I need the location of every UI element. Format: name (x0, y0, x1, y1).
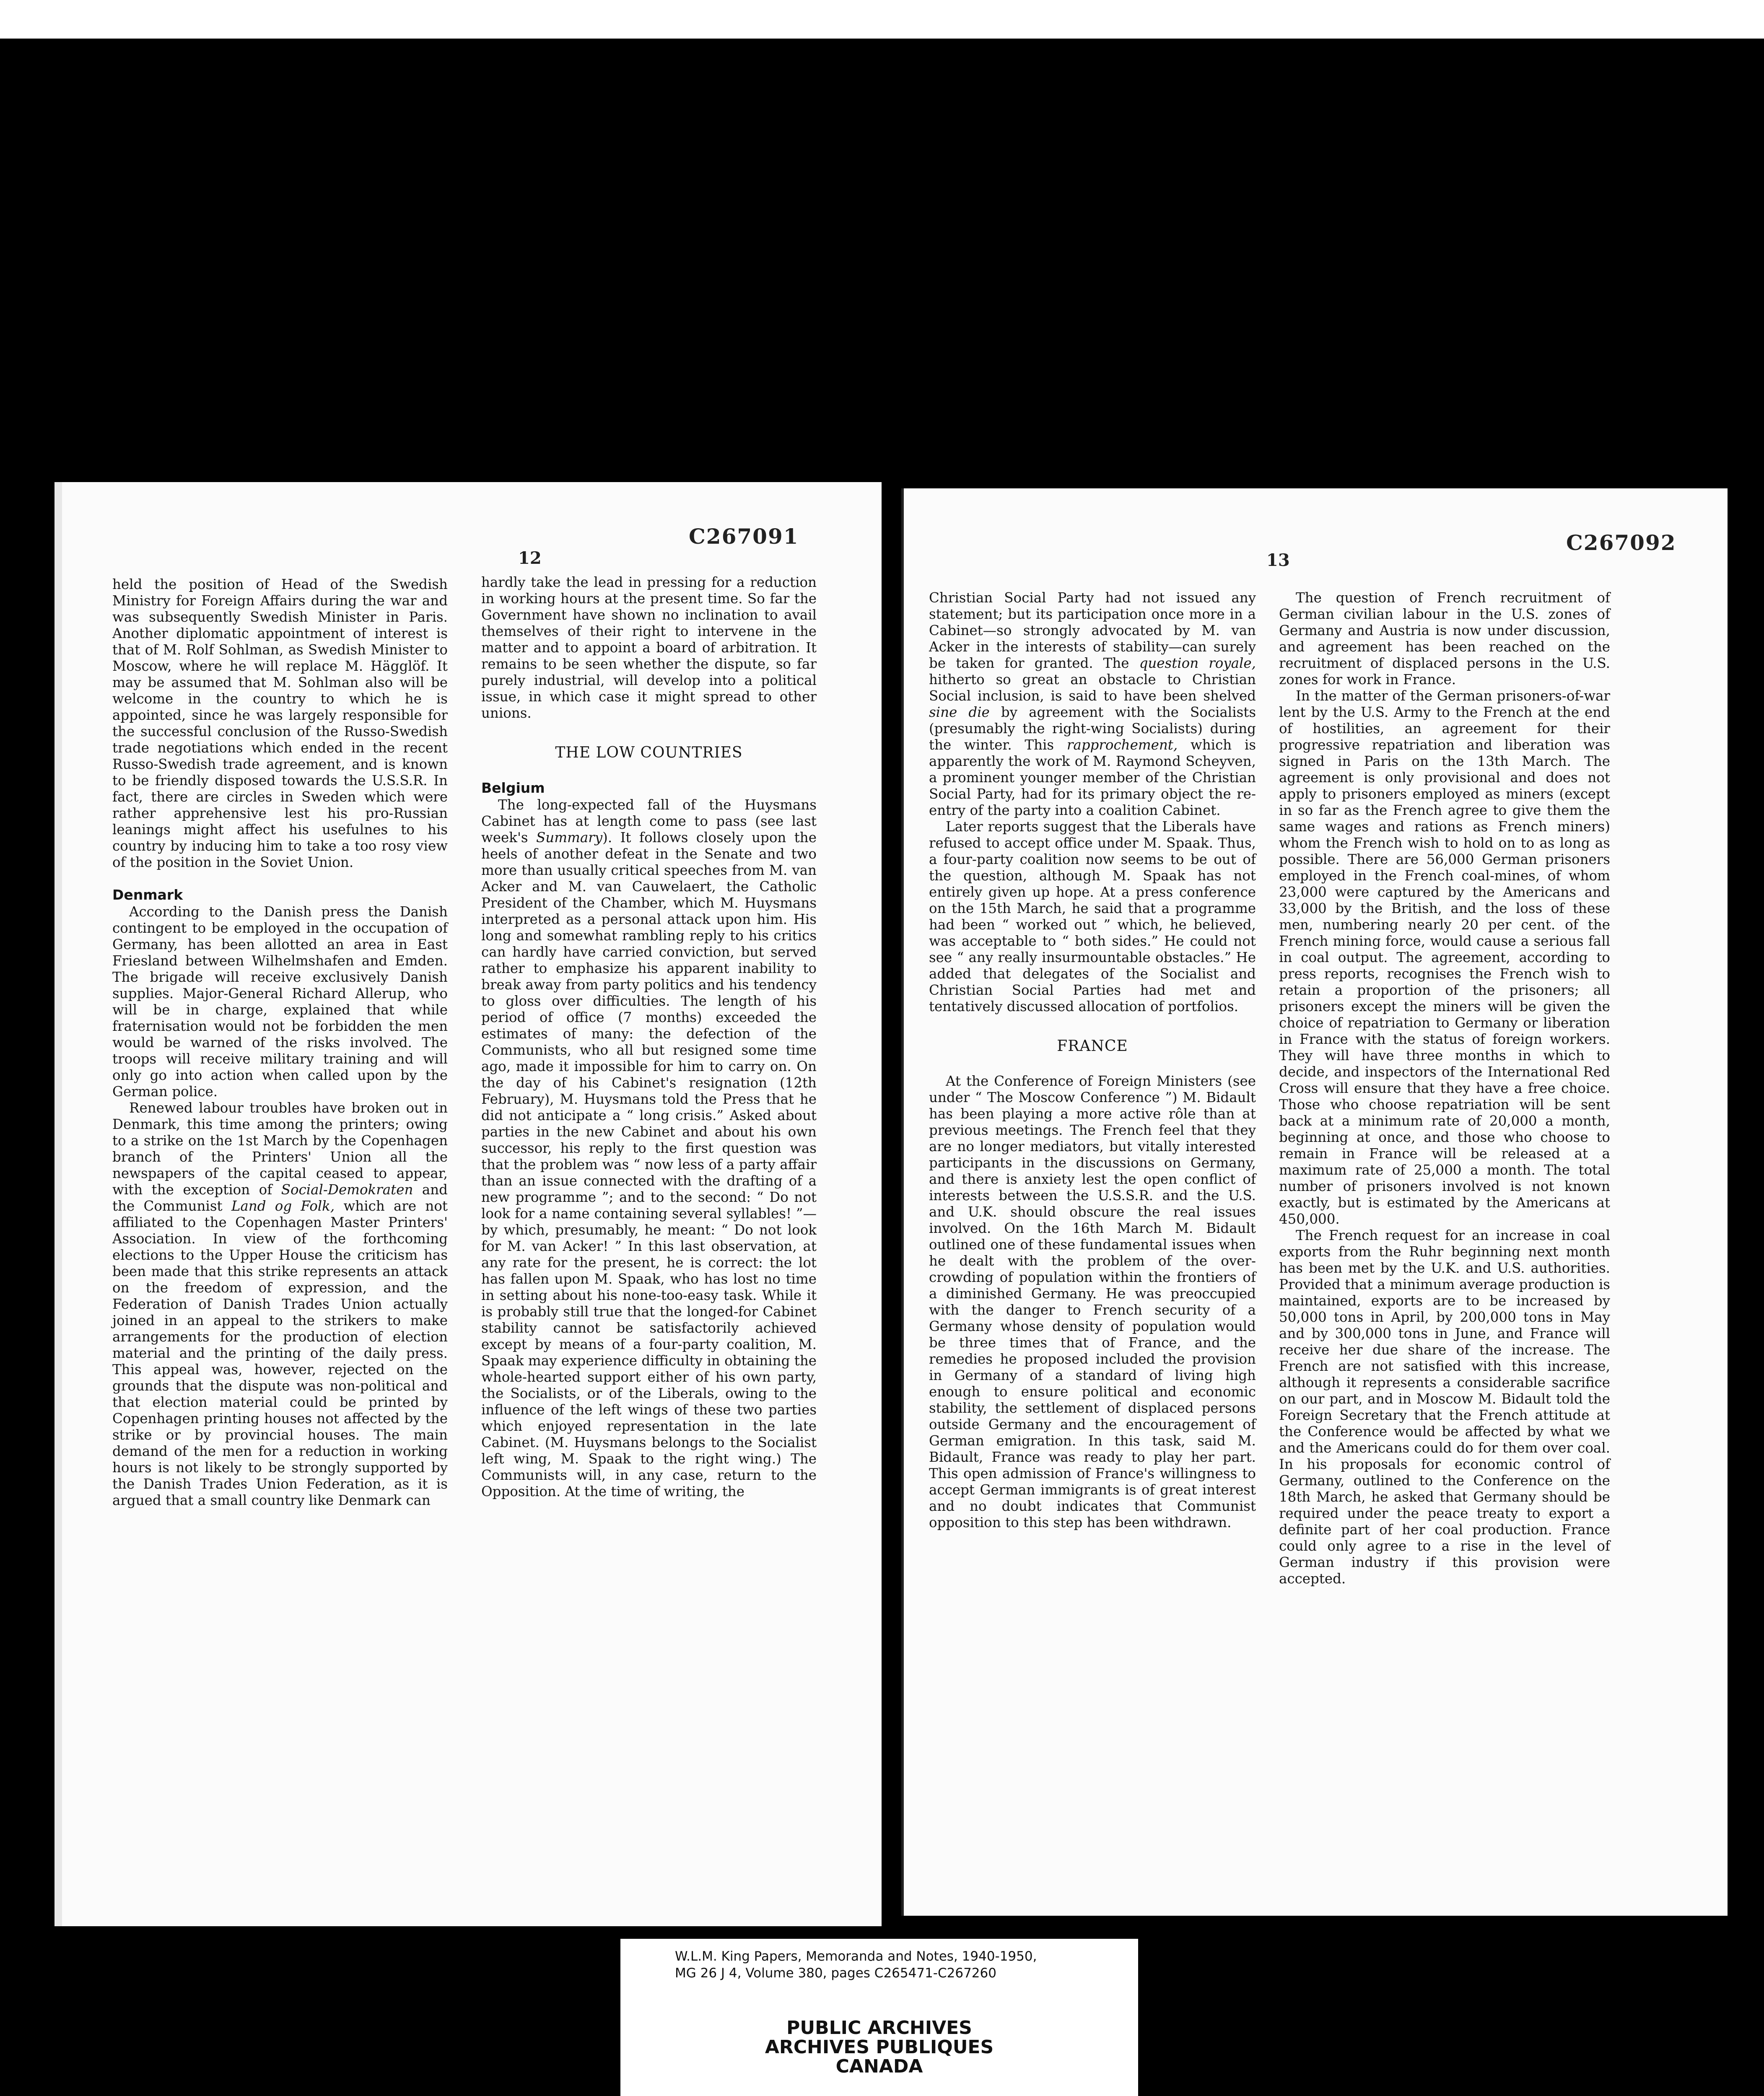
right-page-column-1 (929, 590, 1256, 1531)
paragraph: Christian Social Party had not issued any statement; but its participation once more in a Cabinet—so strongly advocated by M. van Acker in the interests of stability—can surely be taken for granted. The question royale, hitherto so great an obstacle to Christian Social inclusion, is said to have been shelved sine die by agreement with the Socialists (presumably the right-wing Socialists) during the winter. This rapprochement, which is apparently the work of M. Raymond Scheyven, a prominent younger member of the Christian Social Party, had for its primary object the re-entry of the party into a coalition Cabinet. (929, 590, 1256, 818)
archive-name-line: PUBLIC ARCHIVES (786, 2017, 972, 2039)
archive-label (620, 1939, 1138, 2096)
left-page-column-2 (481, 574, 817, 1500)
section-heading-denmark: Denmark (112, 887, 183, 903)
citation-line: MG 26 J 4, Volume 380, pages C265471-C267260 (675, 1966, 996, 1981)
page-number: 13 (1266, 550, 1290, 570)
right-page (901, 488, 1728, 1916)
document-stamp-number: C267092 (1566, 530, 1676, 555)
paragraph: held the position of Head of the Swedish Ministry for Foreign Affairs during the war and was subsequently Swedish Minister in Paris. Another diplomatic appointment of interest is that of M. Rolf Sohlman, as Swedish Minister to Moscow, where he will replace M. Hägglöf. It may be assumed that M. Sohlman also will be welcome in the country to which he is appointed, since he was largely responsible for the successful conclusion of the Russo-Swedish trade negotiations which ended in the recent Russo-Swedish trade agreement, and is known to be friendly disposed towards the U.S.S.R. In fact, there are circles in Sweden which were rather apprehensive lest his pro-Russian leanings might affect his usefulnes to his country by inducing him to take a too rosy view of the position in the Soviet Union. (112, 576, 448, 870)
paragraph: Later reports suggest that the Liberals have refused to accept office under M. Spaak. Thus, a four-party coalition now seems to be out of the question, although M. Spaak has not entirely given up hope. At a press conference on the 15th March, he said that a programme had been “ worked out ” which, he believed, was acceptable to “ both sides.” He could not see “ any really insurmountable obstacles.” He added that delegates of the Socialist and Christian Social Parties had met and tentatively discussed allocation of portfolios. (929, 819, 1256, 1014)
paragraph: The question of French recruitment of German civilian labour in the U.S. zones of Germany and Austria is now under discussion, and agreement has been reached on the recruitment of displaced persons in the U.S. zones for work in France. (1279, 590, 1610, 687)
paragraph: In the matter of the German prisoners-of-war lent by the U.S. Army to the French at the end of hostilities, an agreement for their progressive repatriation and liberation was signed in Paris on the 13th March. The agreement is only provisional and does not apply to prisoners employed as miners (except in so far as the French agree to give them the same wages and rations as French miners) whom the French wish to hold on to as long as possible. There are 56,000 German prisoners employed in the French coal-mines, of whom 23,000 were captured by the Americans and 33,000 by the British, and the loss of these men, numbering nearly 20 per cent. of the French mining force, would cause a serious fall in coal output. The agreement, according to press reports, recognises the French wish to retain a proportion of the prisoners; all prisoners except the miners will be given the choice of repatriation to Germany or liberation in France with the status of foreign workers. They will have three months in which to decide, and inspectors of the International Red Cross will ensure that they have a free choice. Those who choose repatriation will be sent back at a minimum rate of 20,000 a month, beginning at once, and those who choose to remain in France will be released at a maximum rate of 25,000 a month. The total number of prisoners involved is not known exactly, but is estimated by the Americans at 450,000. (1279, 688, 1610, 1227)
right-page-column-2 (1279, 590, 1610, 1587)
section-heading-belgium: Belgium (481, 780, 545, 796)
section-heading-low-countries: THE LOW COUNTRIES (555, 744, 743, 761)
archive-name (620, 2018, 1138, 2076)
document-stamp-number: C267091 (689, 524, 799, 549)
paragraph: At the Conference of Foreign Ministers (see under “ The Moscow Conference ”) M. Bidault has been playing a more active rôle than at previous meetings. The French feel that they are no longer mediators, but vitally interested participants in the discussions on Germany, and there is anxiety lest the open conflict of interests between the U.S.S.R. and the U.S. and U.K. should obscure the real issues involved. On the 16th March M. Bidault outlined one of these fundamental issues when he dealt with the problem of the over-crowding of population within the frontiers of a diminished Germany. He was preoccupied with the danger to French security of a Germany whose density of population would be three times that of France, and the remedies he proposed included the provision in Germany of a standard of living high enough to ensure political and economic stability, the settlement of displaced persons outside Germany and the encouragement of German emigration. In this task, said M. Bidault, France was ready to play her part. This open admission of France's willingness to accept German immigrants is of great interest and no doubt indicates that Communist opposition to this step has been withdrawn. (929, 1073, 1256, 1530)
left-page-column-1 (112, 576, 448, 1509)
paragraph: According to the Danish press the Danish contingent to be employed in the occupation of Germany, has been allotted an area in East Friesland between Wilhelmshafen and Emden. The brigade will receive exclusively Danish supplies. Major-General Richard Allerup, who will be in charge, explained that while fraternisation would not be forbidden the men would be warned of the risks involved. The troops will receive military training and will only go into action when called upon by the German police. (112, 904, 448, 1100)
paragraph: The French request for an increase in coal exports from the Ruhr beginning next month has been met by the U.K. and U.S. authorities. Provided that a minimum average production is maintained, exports are to be increased by 50,000 tons in April, by 200,000 tons in May and by 300,000 tons in June, and France will receive her due share of the increase. The French are not satisfied with this increase, although it represents a considerable sacrifice on our part, and in Moscow M. Bidault told the Foreign Secretary that the French attitude at the Conference would be affected by what we and the Americans could do for them over coal. In his proposals for economic control of Germany, outlined to the Conference on the 18th March, he asked that Germany should be required under the peace treaty to export a definite part of her coal production. France could only agree to a rise in the level of German industry if this provision were accepted. (1279, 1227, 1610, 1587)
citation-line: W.L.M. King Papers, Memoranda and Notes, 1940-1950, (675, 1949, 1037, 1964)
page-number: 12 (518, 548, 542, 568)
top-margin-band (0, 0, 1764, 39)
paragraph: Renewed labour troubles have broken out in Denmark, this time among the printers; owing to a strike on the 1st March by the Copenhagen branch of the Printers' Union all the newspapers of the capital ceased to appear, with the exception of Social-Demokraten and the Communist Land og Folk, which are not affiliated to the Copenhagen Master Printers' Association. In view of the forthcoming elections to the Upper House the criticism has been made that this strike represents an attack on the freedom of expression, and the Federation of Danish Trades Union actually joined in an appeal to the strikers to make arrangements for the production of election material and the printing of the daily press. This appeal was, however, rejected on the grounds that the dispute was non-political and that election material could be printed by Copenhagen printing houses not affected by the strike or by provincial houses. The main demand of the men for a reduction in working hours is not likely to be strongly supported by the Danish Trades Union Federation, as it is argued that a small country like Denmark can (112, 1100, 448, 1508)
section-heading-france: FRANCE (1057, 1038, 1128, 1055)
archive-name-line: ARCHIVES PUBLIQUES (765, 2036, 994, 2058)
archive-citation (675, 1948, 1115, 1982)
paragraph: The long-expected fall of the Huysmans Cabinet has at length come to pass (see last week's Summary). It follows closely upon the heels of another defeat in the Senate and two more than usually critical speeches from M. van Acker and M. van Cauwelaert, the Catholic President of the Chamber, which M. Huysmans interpreted as a personal attack upon him. His long and somewhat rambling reply to his critics can hardly have carried conviction, but served rather to emphasize his apparent inability to break away from party politics and his tendency to gloss over difficulties. The length of his period of office (7 months) exceeded the estimates of many: the defection of the Communists, who all but resigned some time ago, made it impossible for him to carry on. On the day of his Cabinet's resignation (12th February), M. Huysmans told the Press that he did not anticipate a “ long crisis.” Asked about parties in the new Cabinet and about his own successor, his reply to the first question was that the problem was “ now less of a party affair than an issue connected with the drafting of a new programme ”; and to the second: “ Do not look for a name containing several syllables! ”—by which, presumably, he meant: “ Do not look for M. van Acker! ” In this last observation, at any rate for the present, he is correct: the lot has fallen upon M. Spaak, who has lost no time in setting about his none-too-easy task. While it is probably still true that the longed-for Cabinet stability cannot be satisfactorily achieved except by means of a four-party coalition, M. Spaak may experience difficulty in obtaining the whole-hearted support either of his own party, the Socialists, or of the Liberals, owing to the influence of the left wings of these two parties which enjoyed representation in the late Cabinet. (M. Huysmans belongs to the Socialist left wing, M. Spaak to the right wing.) The Communists will, in any case, return to the Opposition. At the time of writing, the (481, 797, 817, 1499)
paragraph: hardly take the lead in pressing for a reduction in working hours at the present time. So far the Government have shown no inclination to avail themselves of their right to intervene in the matter and to appoint a board of arbitration. It remains to be seen whether the dispute, so far purely industrial, will develop into a political issue, in which case it might spread to other unions. (481, 574, 817, 721)
left-page (54, 482, 882, 1926)
archive-name-line: CANADA (835, 2056, 923, 2077)
